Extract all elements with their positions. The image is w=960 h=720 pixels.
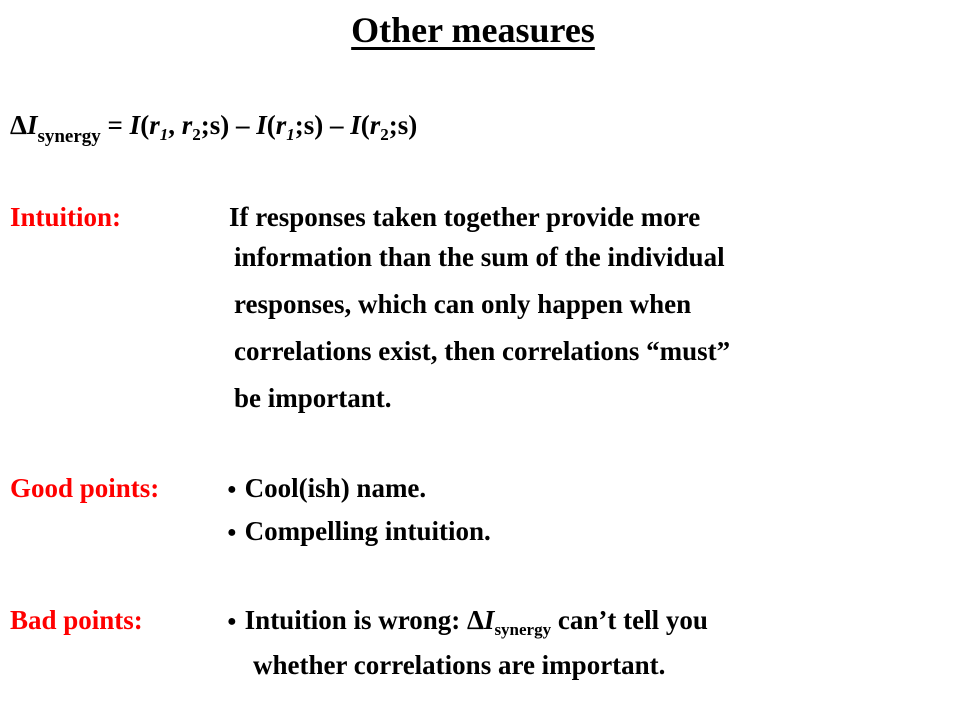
eq-sub-synergy: synergy	[37, 126, 101, 147]
slide-title	[0, 12, 946, 48]
delta-symbol: Δ	[466, 605, 484, 635]
eq-text: =	[100, 110, 130, 140]
eq-sub: 2	[380, 125, 389, 144]
delta-symbol: Δ	[10, 110, 27, 140]
inline-I: I	[483, 605, 495, 635]
eq-text: (	[360, 110, 370, 140]
synergy-equation	[10, 110, 418, 147]
eq-text: ;s)	[388, 110, 418, 140]
intuition-line-5: be important.	[234, 383, 392, 413]
inline-sub-synergy: synergy	[494, 620, 552, 639]
bad-points-label: Bad points:	[10, 605, 143, 635]
intuition-label: Intuition:	[10, 202, 122, 232]
bad-point-text: Intuition is wrong:	[244, 605, 467, 635]
good-point-item	[227, 518, 491, 545]
eq-r: r	[149, 110, 160, 140]
eq-I: I	[129, 110, 141, 140]
eq-text: ;s) –	[200, 110, 257, 140]
good-point-text: Compelling intuition.	[244, 516, 491, 546]
good-point-text: Cool(ish) name.	[244, 473, 427, 503]
bad-point-line-2: whether correlations are important.	[253, 650, 666, 680]
eq-text: (	[140, 110, 150, 140]
bullet-icon: ●	[227, 613, 237, 630]
eq-sub: 1	[286, 125, 295, 144]
eq-text: (	[266, 110, 276, 140]
intuition-line-3: responses, which can only happen when	[234, 289, 692, 319]
intuition-line-2: information than the sum of the individual	[234, 242, 725, 272]
eq-sub: 2	[192, 125, 201, 144]
good-points-label: Good points:	[10, 473, 160, 503]
bullet-icon: ●	[227, 524, 237, 541]
eq-r: r	[369, 110, 381, 140]
bad-point-text: can’t tell you	[551, 605, 708, 635]
eq-I: I	[350, 110, 361, 140]
eq-I: I	[26, 110, 38, 140]
bullet-icon: ●	[227, 481, 237, 498]
eq-I: I	[256, 110, 267, 140]
eq-text: ,	[168, 110, 182, 140]
bad-point-item	[227, 605, 708, 639]
eq-text: ;s) –	[294, 110, 351, 140]
intuition-line-1: If responses taken together provide more	[229, 202, 701, 232]
eq-sub: 1	[159, 125, 169, 144]
slide-title-text: Other measures	[351, 10, 595, 50]
good-point-item	[227, 475, 426, 502]
intuition-line-4: correlations exist, then correlations “must”	[234, 336, 731, 366]
eq-r: r	[181, 110, 193, 140]
eq-r: r	[275, 110, 287, 140]
